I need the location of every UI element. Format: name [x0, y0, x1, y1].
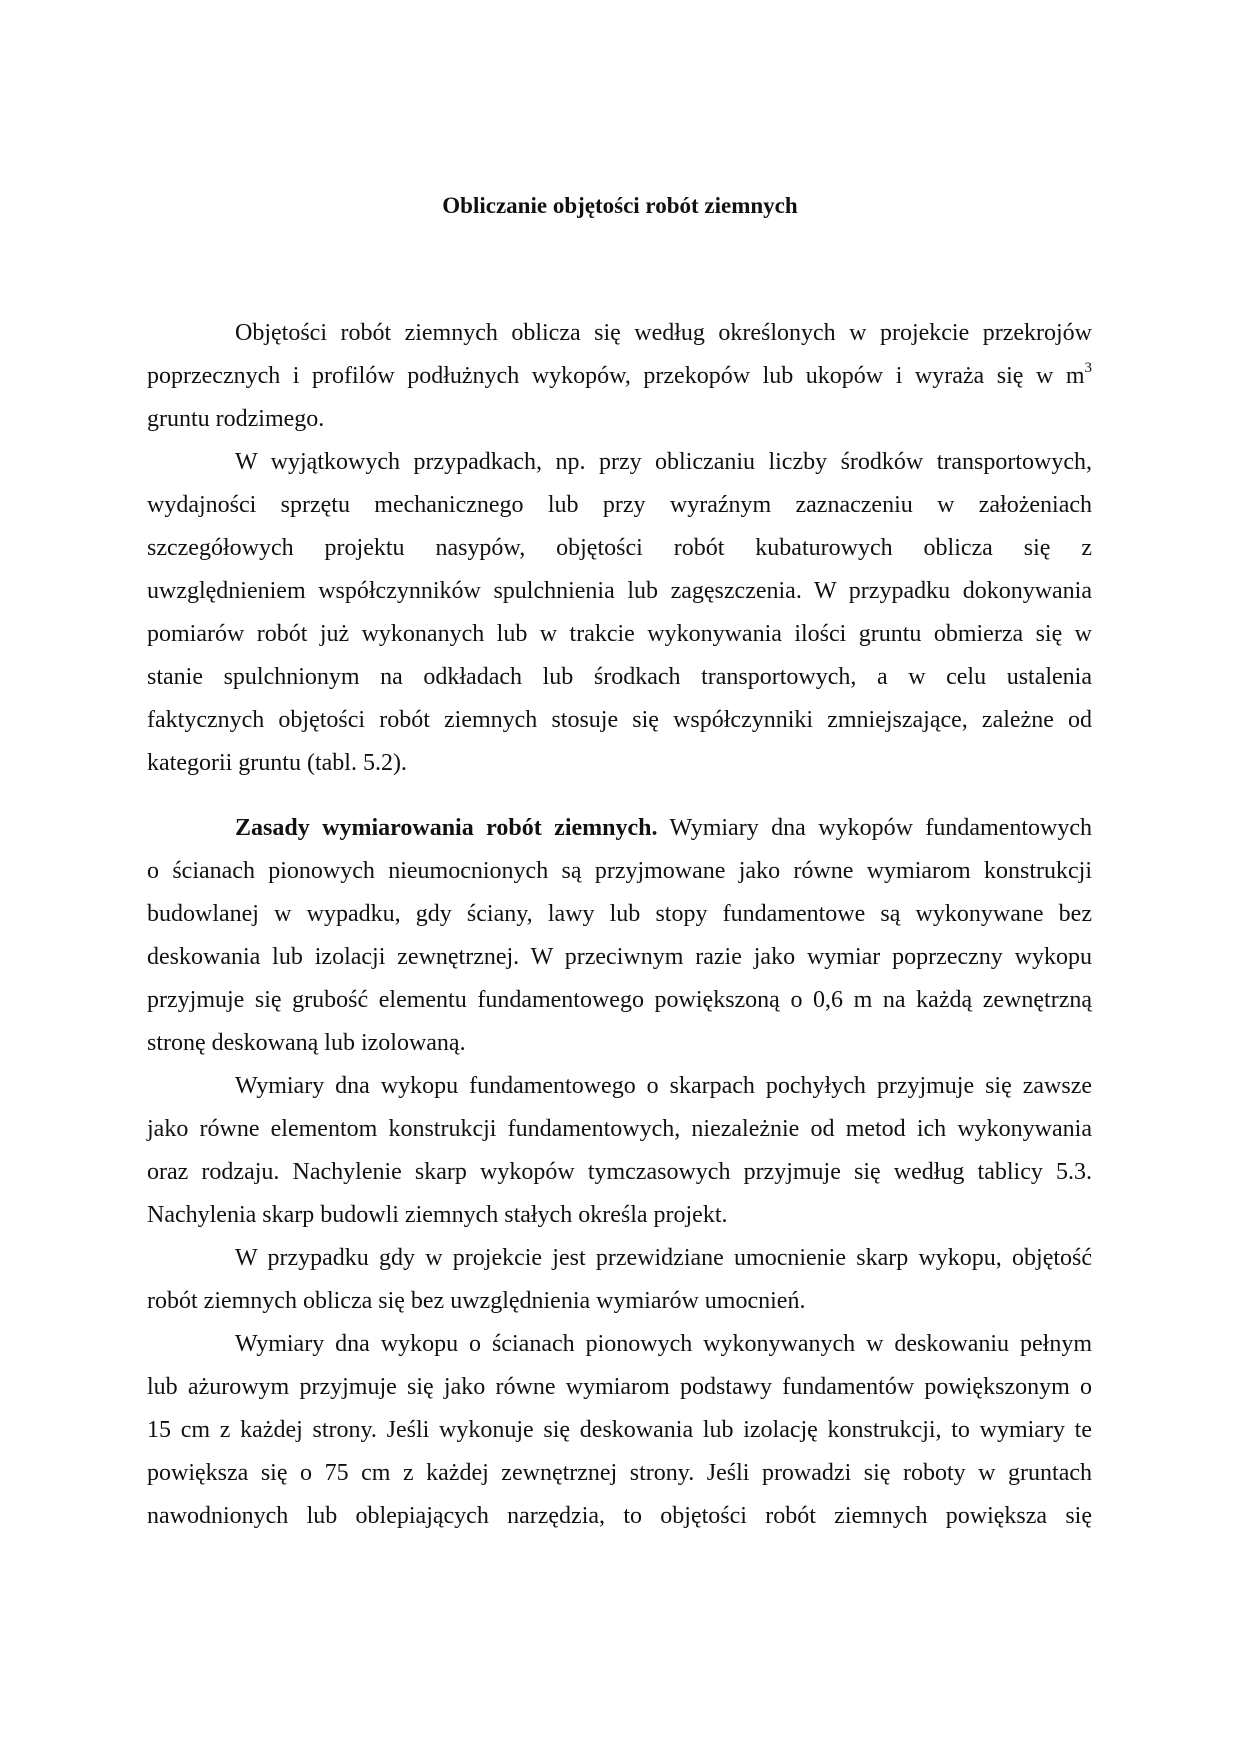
- superscript: 3: [1084, 360, 1092, 376]
- text-run: W przypadku gdy w projekcie jest przewidziane umocnienie skarp wykopu, objętość: [235, 1245, 1092, 1271]
- text-run: stanie spulchnionym na odkładach lub środkach transportowych, a w celu ustalenia: [147, 664, 1092, 690]
- text-run: Objętości robót ziemnych oblicza się według określonych w projekcie przekrojów: [235, 320, 1092, 346]
- text-run: faktycznych objętości robót ziemnych stosuje się współczynniki zmniejszające, zależne od: [147, 707, 1092, 733]
- paragraph: [147, 441, 1092, 785]
- text-line: [147, 699, 1092, 742]
- text-line: [147, 850, 1092, 893]
- text-run: budowlanej w wypadku, gdy ściany, lawy lub stopy fundamentowe są wykonywane bez: [147, 901, 1092, 927]
- text-line: [147, 1151, 1092, 1194]
- bold-run: Zasady wymiarowania robót ziemnych.: [235, 815, 658, 841]
- text-run: robót ziemnych oblicza się bez uwzględnienia wymiarów umocnień.: [147, 1288, 806, 1314]
- text-line: [147, 484, 1092, 527]
- text-line: [147, 1194, 1092, 1237]
- paragraph: [147, 807, 1092, 1065]
- text-line: [147, 1366, 1092, 1409]
- text-run: nawodnionych lub oblepiających narzędzia, to objętości robót ziemnych powiększa się: [147, 1503, 1092, 1529]
- text-run: lub ażurowym przyjmuje się jako równe wymiarom podstawy fundamentów powiększonym o: [147, 1374, 1092, 1400]
- text-run: deskowania lub izolacji zewnętrznej. W przeciwnym razie jako wymiar poprzeczny wykopu: [147, 944, 1092, 970]
- text-run: przyjmuje się grubość elementu fundamentowego powiększoną o 0,6 m na każdą zewnętrzną: [147, 987, 1092, 1013]
- paragraph: [147, 1323, 1092, 1538]
- text-line: [147, 613, 1092, 656]
- text-run: 15 cm z każdej strony. Jeśli wykonuje się deskowania lub izolację konstrukcji, to wymiary te: [147, 1417, 1092, 1443]
- text-run: powiększa się o 75 cm z każdej zewnętrznej strony. Jeśli prowadzi się roboty w gruntach: [147, 1460, 1092, 1486]
- text-line: [147, 807, 1092, 850]
- text-run: oraz rodzaju. Nachylenie skarp wykopów tymczasowych przyjmuje się według tablicy 5.3.: [147, 1159, 1092, 1185]
- text-line: [147, 979, 1092, 1022]
- text-line: [147, 1108, 1092, 1151]
- text-run: gruntu rodzimego.: [147, 406, 325, 432]
- text-line: [147, 527, 1092, 570]
- text-run: Wymiary dna wykopów fundamentowych: [657, 815, 1092, 841]
- document-body: [147, 312, 1092, 1538]
- text-run: poprzecznych i profilów podłużnych wykopów, przekopów lub ukopów i wyraża się w m: [147, 363, 1085, 389]
- text-run: o ścianach pionowych nieumocnionych są przyjmowane jako równe wymiarom konstrukcji: [147, 858, 1092, 884]
- text-line: [147, 742, 1092, 785]
- text-line: [147, 1409, 1092, 1452]
- text-line: [147, 1280, 1092, 1323]
- text-line: [147, 893, 1092, 936]
- text-line: [147, 570, 1092, 613]
- text-line: [147, 441, 1092, 484]
- text-line: [147, 312, 1092, 355]
- text-line: [147, 936, 1092, 979]
- text-run: wydajności sprzętu mechanicznego lub przy wyraźnym zaznaczeniu w założeniach: [147, 492, 1092, 518]
- paragraph: [147, 312, 1092, 441]
- text-run: pomiarów robót już wykonanych lub w trakcie wykonywania ilości gruntu obmierza się w: [147, 621, 1092, 647]
- text-run: Wymiary dna wykopu o ścianach pionowych wykonywanych w deskowaniu pełnym: [235, 1331, 1092, 1357]
- text-run: W wyjątkowych przypadkach, np. przy obliczaniu liczby środków transportowych,: [235, 449, 1092, 475]
- text-run: kategorii gruntu (tabl. 5.2).: [147, 750, 407, 776]
- text-line: [147, 1022, 1092, 1065]
- text-run: Nachylenia skarp budowli ziemnych stałych określa projekt.: [147, 1202, 728, 1228]
- text-run: szczegółowych projektu nasypów, objętości robót kubaturowych oblicza się z: [147, 535, 1092, 561]
- text-run: stronę deskowaną lub izolowaną.: [147, 1030, 466, 1056]
- text-line: [147, 656, 1092, 699]
- paragraph: [147, 1065, 1092, 1237]
- text-line: [147, 1452, 1092, 1495]
- text-run: Wymiary dna wykopu fundamentowego o skarpach pochyłych przyjmuje się zawsze: [235, 1073, 1092, 1099]
- text-line: [147, 1237, 1092, 1280]
- text-line: [147, 1065, 1092, 1108]
- paragraph: [147, 1237, 1092, 1323]
- document-title: Obliczanie objętości robót ziemnych: [442, 193, 798, 218]
- text-run: jako równe elementom konstrukcji fundamentowych, niezależnie od metod ich wykonywania: [147, 1116, 1092, 1142]
- text-line: [147, 1495, 1092, 1538]
- text-line: [147, 355, 1092, 398]
- text-line: [147, 1323, 1092, 1366]
- text-line: [147, 398, 1092, 441]
- text-run: uwzględnieniem współczynników spulchnienia lub zagęszczenia. W przypadku dokonywania: [147, 578, 1092, 604]
